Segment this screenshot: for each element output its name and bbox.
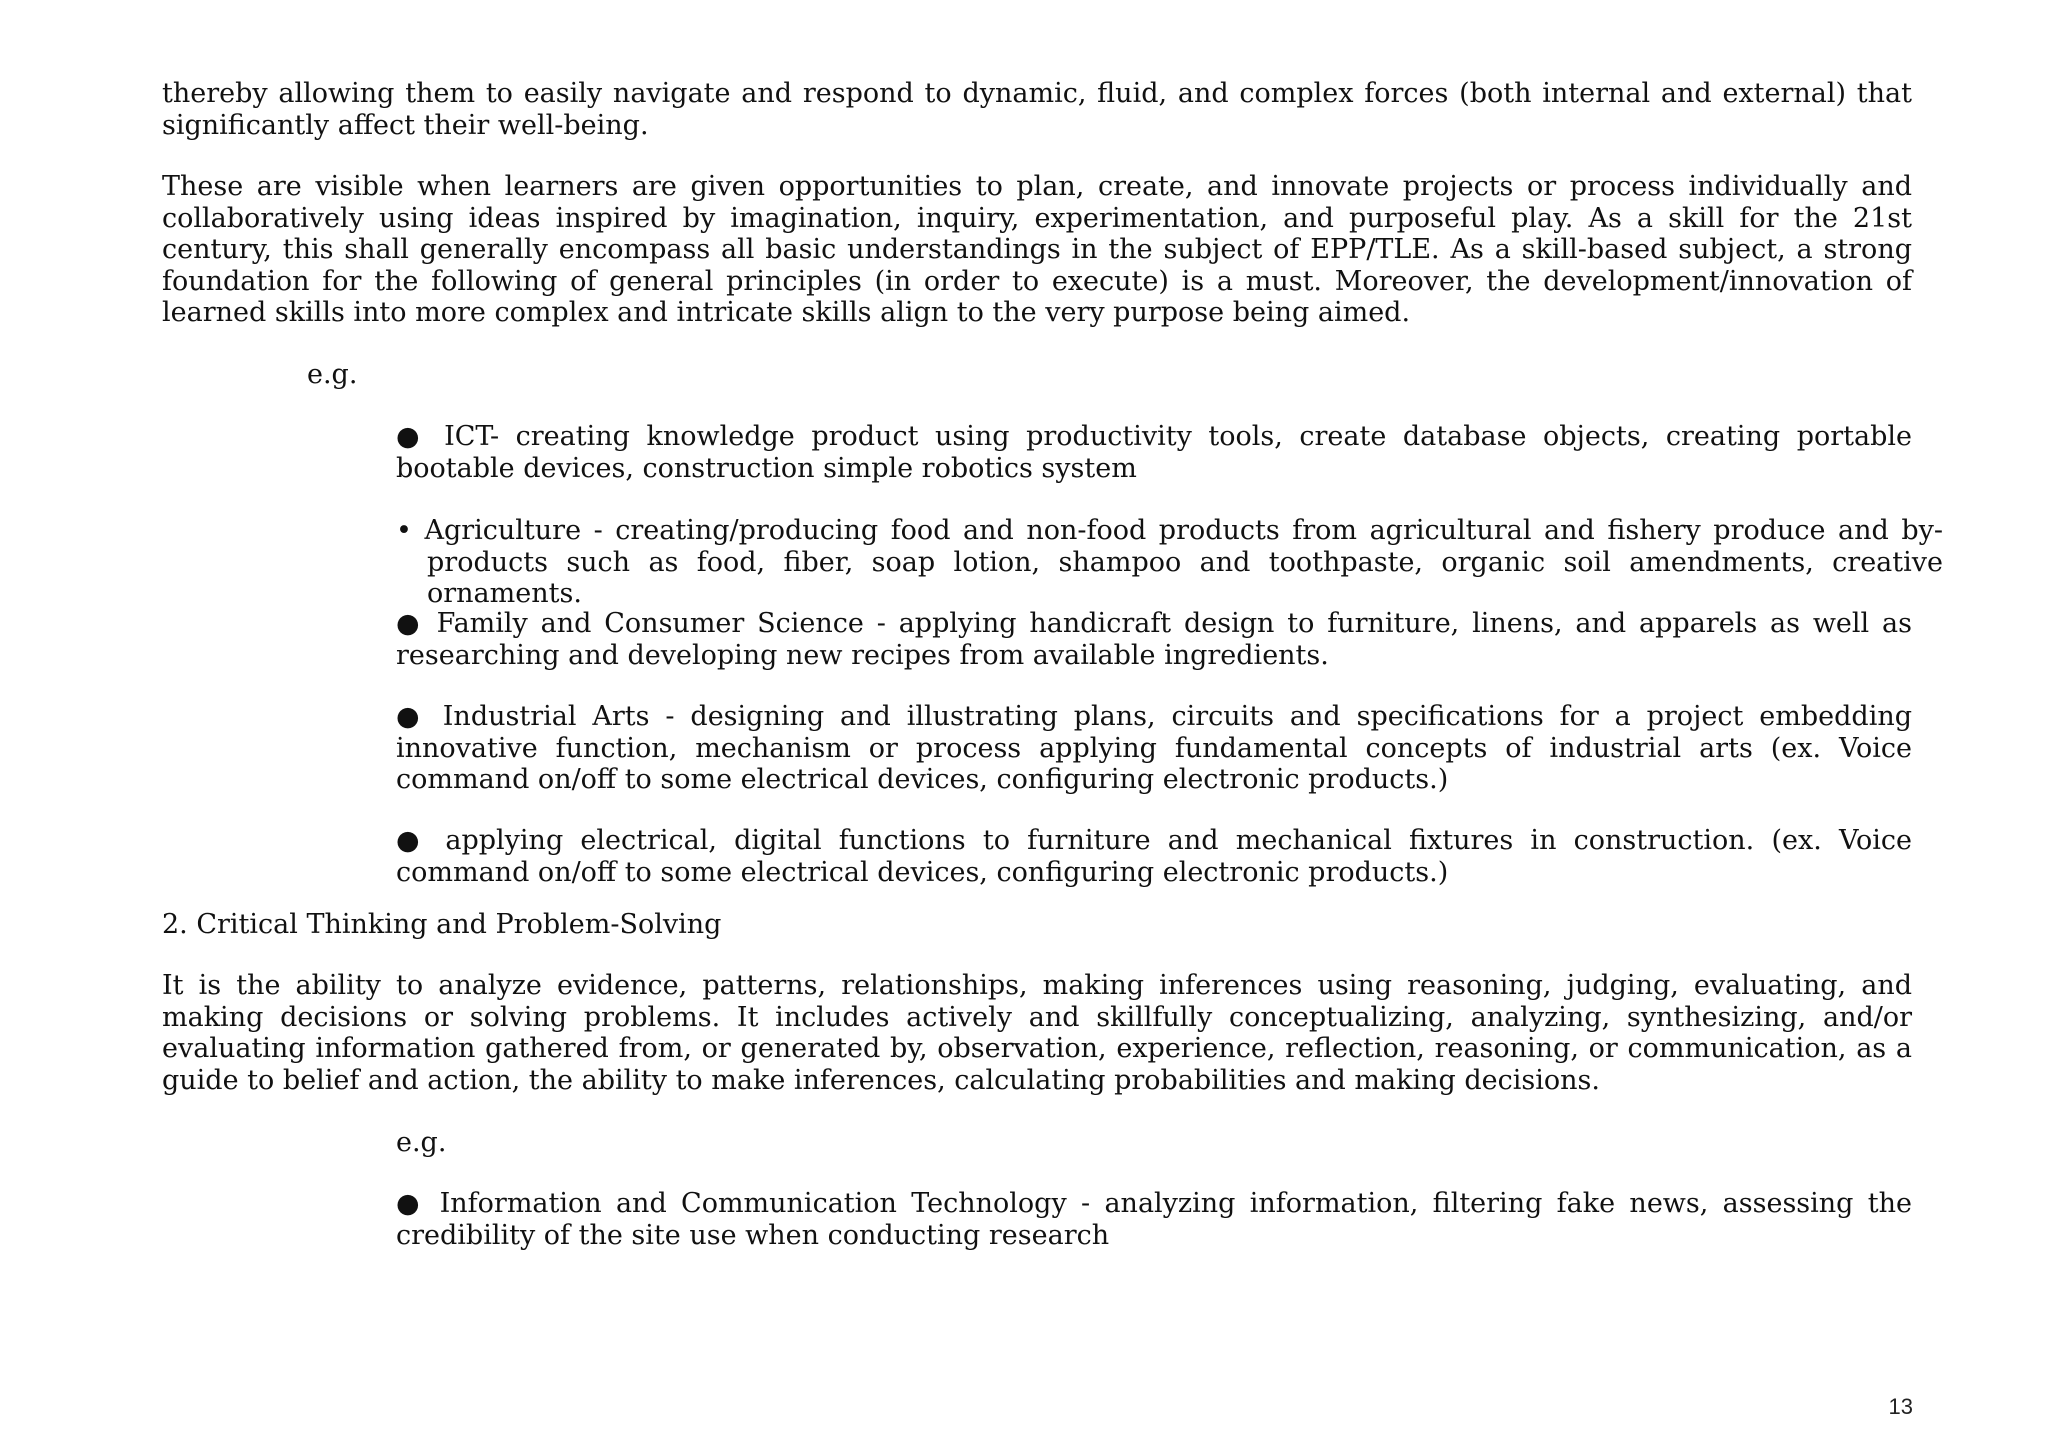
paragraph-visibility: These are visible when learners are given opportunities to plan, create, and innovate projects or process individually and collaboratively using ideas inspired by imagination, inquiry, experimentation, and purposeful play. As a skill for the 21st century, this shall generally encompass all basic understandings in the subject of EPP/TLE. As a skill-based subject, a strong foundation for the following of general principles (in order to execute) is a must. Moreover, the development/innovation of learned skills into more complex and intricate skills align to the very purpose being aimed. xyxy=(162,171,1912,328)
bullet-item-ict: ● ICT- creating knowledge product using productivity tools, create database objects, creating portable bootable devices, construction simple robotics system xyxy=(396,421,1912,484)
paragraph-intro-continuation: thereby allowing them to easily navigate and respond to dynamic, fluid, and complex forces (both internal and external) that significantly affect their well-being. xyxy=(162,78,1912,141)
page-number: 13 xyxy=(1888,1394,1913,1419)
bullet-item-agriculture: • Agriculture - creating/producing food and non-food products from agricultural and fishery produce and by-products such as food, fiber, soap lotion, shampoo and toothpaste, organic soil amendments, creative ornaments. xyxy=(396,515,1943,609)
example-label-secondary: e.g. xyxy=(396,1127,447,1158)
bullet-item-family-consumer-science: ● Family and Consumer Science - applying handicraft design to furniture, linens, and apparels as well as researching and developing new recipes from available ingredients. xyxy=(396,608,1912,671)
example-label: e.g. xyxy=(307,359,358,390)
paragraph-critical-thinking: It is the ability to analyze evidence, patterns, relationships, making inferences using reasoning, judging, evaluating, and making decisions or solving problems. It includes actively and skillfully conceptualizing, analyzing, synthesizing, and/or evaluating information gathered from, or generated by, observation, experience, reflection, reasoning, or communication, as a guide to belief and action, the ability to make inferences, calculating probabilities and making decisions. xyxy=(162,970,1912,1096)
section-heading-critical-thinking: 2. Critical Thinking and Problem-Solving xyxy=(162,909,722,940)
bullet-item-industrial-arts: ● Industrial Arts - designing and illustrating plans, circuits and specifications for a project embedding innovative function, mechanism or process applying fundamental concepts of industrial arts (ex. Voice command on/off to some electrical devices, configuring electronic products.) xyxy=(396,701,1912,795)
bullet-item-electrical-functions: ● applying electrical, digital functions to furniture and mechanical fixtures in construction. (ex. Voice command on/off to some electrical devices, configuring electronic products.) xyxy=(396,825,1912,888)
bullet-item-information-communication-technology: ● Information and Communication Technology - analyzing information, filtering fake news, assessing the credibility of the site use when conducting research xyxy=(396,1188,1912,1251)
